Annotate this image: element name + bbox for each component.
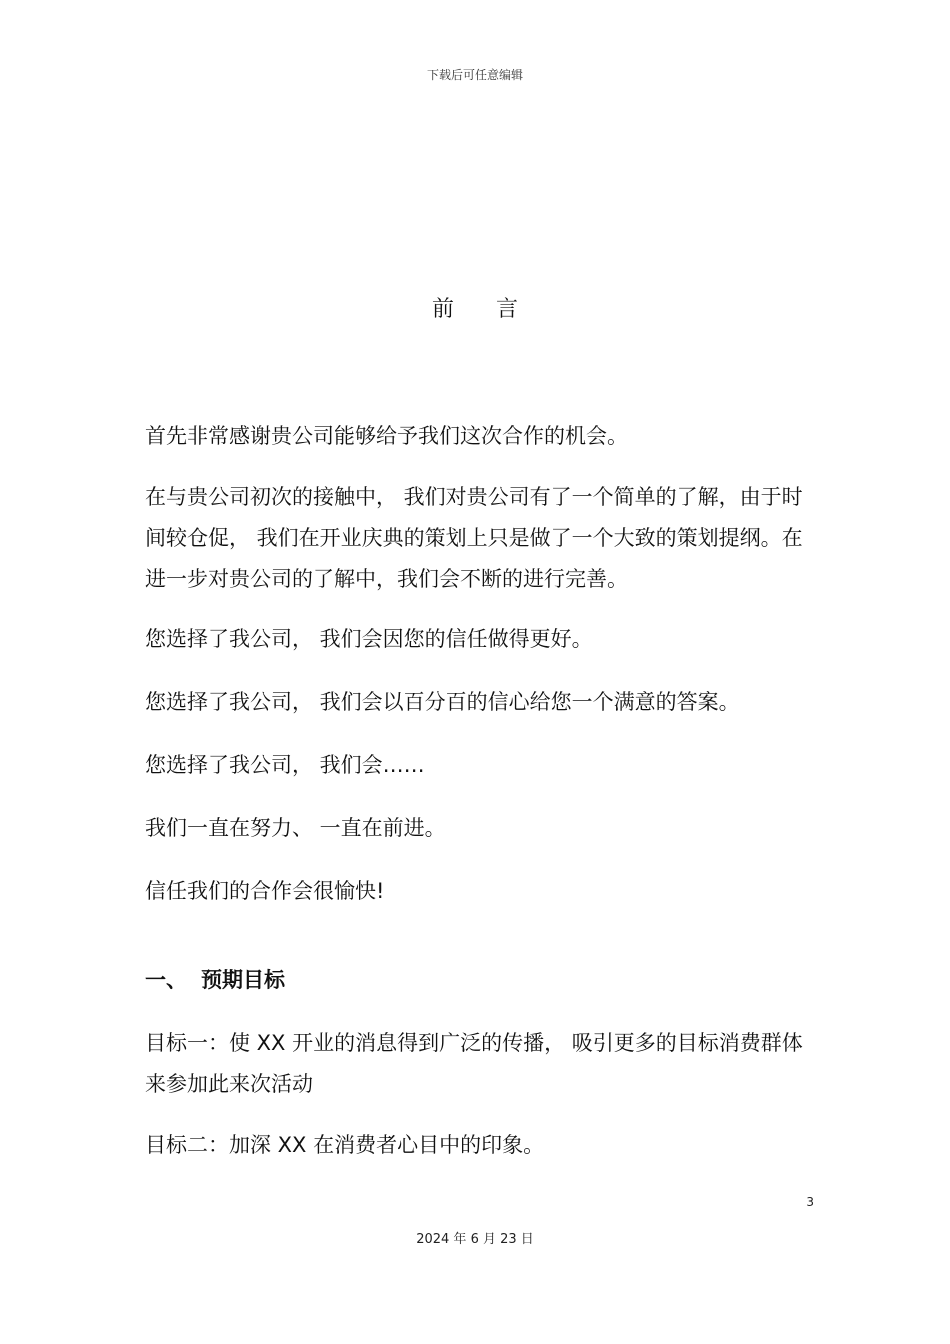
page-footer-date: 2024 年 6 月 23 日 bbox=[416, 1232, 534, 1247]
page-header: 下载后可任意编辑 bbox=[426, 68, 523, 82]
preface-paragraph-3 bbox=[145, 619, 815, 660]
preface-paragraph-5 bbox=[145, 745, 815, 786]
section-number: 一、 bbox=[145, 968, 187, 992]
section-heading bbox=[145, 962, 285, 998]
page-number: 3 bbox=[806, 1195, 814, 1209]
preface-text-6: 我们一直在努力、 一直在前进。 bbox=[145, 816, 446, 840]
preface-text-1: 首先非常感谢贵公司能够给予我们这次合作的机会。 bbox=[145, 424, 628, 448]
preface-paragraph-4 bbox=[145, 682, 815, 723]
preface-paragraph-2 bbox=[145, 477, 815, 600]
preface-paragraph-6 bbox=[145, 808, 815, 849]
preface-text-3: 您选择了我公司， 我们会因您的信任做得更好。 bbox=[145, 627, 593, 651]
preface-paragraph-7 bbox=[145, 871, 815, 912]
goal-2-text: 目标二：加深 XX 在消费者心目中的印象。 bbox=[145, 1133, 545, 1157]
goal-2-paragraph bbox=[145, 1125, 815, 1166]
goal-1-paragraph bbox=[145, 1023, 815, 1105]
preface-text-5: 您选择了我公司， 我们会…… bbox=[145, 753, 425, 777]
preface-text-7: 信任我们的合作会很愉快! bbox=[145, 879, 385, 903]
document-title: 前言 bbox=[431, 297, 560, 322]
preface-text-4: 您选择了我公司， 我们会以百分百的信心给您一个满意的答案。 bbox=[145, 690, 740, 714]
preface-paragraph-1 bbox=[145, 416, 815, 457]
preface-text-2: 在与贵公司初次的接触中， 我们对贵公司有了一个简单的了解，由于时间较仓促， 我们在开业庆典的策划上只是做了一个大致的策划提纲。在进一步对贵公司的了解中，我们会不断的进行完善。 bbox=[145, 485, 803, 591]
goal-1-text: 目标一：使 XX 开业的消息得到广泛的传播， 吸引更多的目标消费群体来参加此来次活动 bbox=[145, 1031, 803, 1096]
section-title: 预期目标 bbox=[201, 968, 285, 992]
